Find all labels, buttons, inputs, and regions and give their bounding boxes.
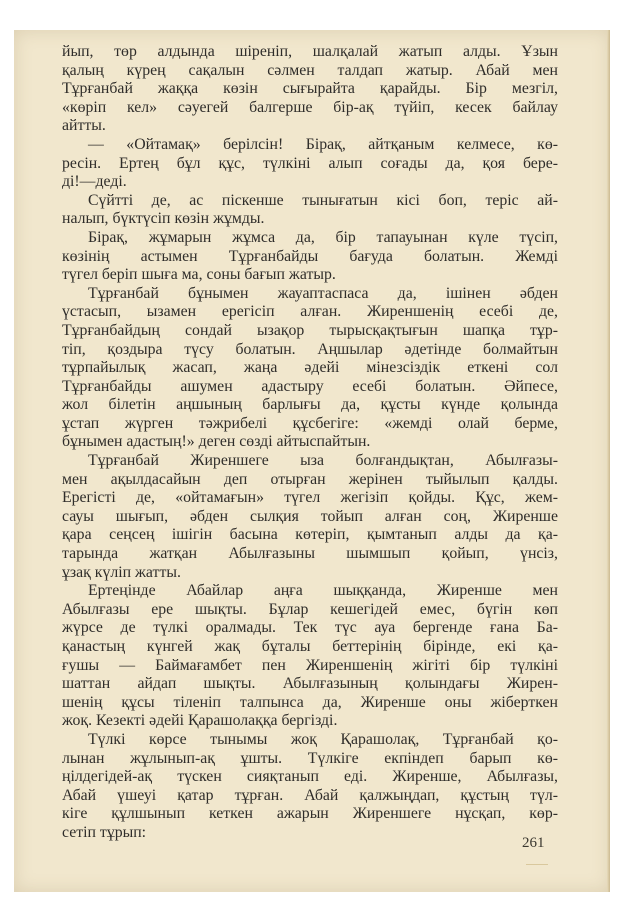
text-line: ғушы — Баймағамбет пен Жиреншенің жігіті бір түлкіні [62,656,558,674]
text-line: ресін. Ертең бұл құс, түлкіні алып соғады да, қоя бере- [62,154,558,172]
text-line: Түлкі көрсе тынымы жоқ Қарашолақ, Тұрғанбай қо- [88,730,558,748]
text-line: Бірақ, жұмарын жұмса да, бір тапауынан күле түсіп, [88,228,558,246]
text-line: жоқ. Кезекті әдейі Қарашолаққа бергізді. [62,712,338,730]
text-line: Тұрғанбайды ашумен адастыру есебі болатын. Әйпесе, [62,377,558,395]
text-line: шенің құсы тіленіп талпынса да, Жиренше оны жіберткен [62,693,558,711]
text-line: тарында жатқан Абылғазыны шымшып қойып, үнсіз, [62,545,558,563]
text-line: сетіп тұрып: [62,823,147,841]
text-line: шаттан айдап шықты. Абылғазының қолындағы Жирен- [62,675,558,693]
text-line: лынан жұлынып-ақ ұшты. Түлкіге екпіндеп барып кө- [62,749,558,767]
text-line: ңілдегідей-ақ түскен сияқтанып еді. Жиренше, Абылғазы, [62,768,558,786]
page-corner-mark [526,856,548,865]
text-line: Абай үшеуі қатар тұрған. Абай қалжыңдап, құстың түл- [62,786,558,804]
text-line: жүрсе де түлкі оралмады. Тек түс ауа бергенде ғана Ба- [62,619,558,637]
text-line: — «Ойтамақ» берілсін! Бірақ, айтқаным келмесе, кө- [88,135,558,153]
text-line: айтты. [62,117,106,135]
text-line: тіп, қоздыра түсу болатын. Аңшылар әдетінде болмайтын [62,340,558,358]
text-line: ді!—деді. [62,173,127,191]
text-line: қара сеңсең ішігін басына көтеріп, қымтанып алды да қа- [62,526,558,544]
text-line: кіге құлшынып кеткен ажарын Жиреншеге нұсқап, көр- [62,805,558,823]
text-line: «көріп кел» сәуегей балгерше бір-ақ түйіп, кесек байлау [62,98,558,116]
text-line: мен ақылдасайын деп отырған жерінен тыйылып қалды. [62,470,558,488]
text-line: Ертеңінде Абайлар аңға шыққанда, Жиренше мен [88,582,558,600]
text-line: жол білетін аңшының барлығы да, құсты күнде қолында [62,396,558,414]
text-line: йып, төр алдында шіреніп, шалқалай жатып алды. Ұзын [62,43,558,60]
text-line: көзінің астымен Тұрғанбайды бағуда болатын. Жемді [62,247,558,265]
text-line: Тұрғанбай Жиреншеге ыза болғандықтан, Абылғазы- [88,452,558,470]
text-line: Сүйтті де, ас піскенше тынығатын кісі боп, теріс ай- [88,191,558,209]
text-line: Тұрғанбайдың сондай ызақор тырысқақтығын шапқа тұр- [62,321,558,339]
text-line: налып, бүктүсіп көзін жұмды. [62,210,265,228]
body-text [62,43,558,843]
text-line: үстасып, ызамен ерегісіп алған. Жиреншенің есебі де, [62,303,558,321]
text-line: қанастың күнгей жақ бұталы беттерінің бірінде, екі қа- [62,638,558,655]
text-line: ұстап жүрген тәжрибелі құсбегіге: «жемді олай берме, [62,414,558,432]
text-line: ұзақ күліп жатты. [62,563,181,581]
text-line: түгел беріп шыға ма, соны бағып жатыр. [62,266,336,284]
page-number: 261 [522,835,545,851]
text-line: сауы шығып, әбден сылқия тойып алған соң, Жиренше [62,507,558,525]
text-line: Тұрғанбай жаққа көзін сығырайта қарайды. Бір мезгіл, [62,80,558,98]
text-line: тұрпайылық жасап, жаңа әдейі мінезсіздік еткені сол [62,359,558,377]
text-line: Абылғазы ере шықты. Бұлар кешегідей емес, бүгін көп [62,600,558,618]
book-page [14,30,610,892]
text-line: Ерегісті де, «ойтамағын» түгел жегізіп қойды. Құс, жем- [62,489,558,507]
text-line: бұнымен адастың!» деген сөзді айтыспайтын. [62,433,371,451]
text-line: қалың күрең сақалын сәлмен талдап жатыр. Абай мен [62,61,558,79]
text-line: Тұрғанбай бұнымен жауаптаспаса да, ішінен әбден [88,284,558,302]
